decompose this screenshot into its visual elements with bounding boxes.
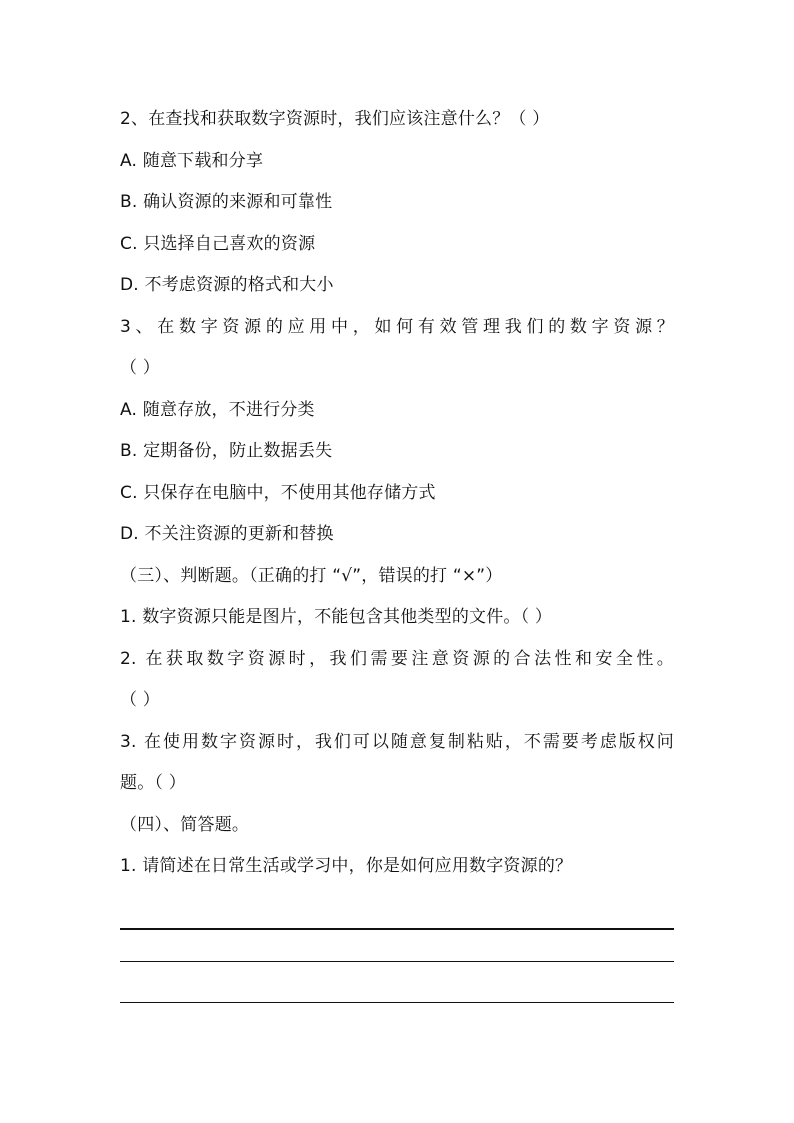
judgment-item-1: 1. 数字资源只能是图片，不能包含其他类型的文件。（ ） xyxy=(120,607,553,627)
question-2-stem: 2、在查找和获取数字资源时，我们应该注意什么？（ ） xyxy=(120,109,550,129)
question-3-answer-blank: （ ） xyxy=(120,358,161,378)
judgment-item-2-blank: （ ） xyxy=(120,690,161,710)
question-2-option-b: B. 确认资源的来源和可靠性 xyxy=(120,192,333,212)
section-4-heading: （四）、简答题。 xyxy=(120,815,250,835)
question-3-option-c: C. 只保存在电脑中，不使用其他存储方式 xyxy=(120,483,436,503)
judgment-item-3: 3. 在使用数字资源时，我们可以随意复制粘贴，不需要考虑版权问 xyxy=(120,732,674,752)
question-3-option-b: B. 定期备份，防止数据丢失 xyxy=(120,441,333,461)
judgment-item-3-cont: 题。（ ） xyxy=(120,773,186,793)
answer-line-3 xyxy=(120,1002,674,1003)
short-answer-question-1: 1. 请简述在日常生活或学习中，你是如何应用数字资源的？ xyxy=(120,856,573,876)
judgment-item-2: 2. 在获取数字资源时，我们需要注意资源的合法性和安全性。 xyxy=(120,649,674,669)
question-2-option-d: D. 不考虑资源的格式和大小 xyxy=(120,275,334,295)
question-3-option-a: A. 随意存放，不进行分类 xyxy=(120,400,315,420)
question-2-option-a: A. 随意下载和分享 xyxy=(120,151,264,171)
answer-line-2 xyxy=(120,961,674,962)
question-3-stem: 3、在数字资源的应用中，如何有效管理我们的数字资源？ xyxy=(120,317,674,337)
answer-line-1 xyxy=(120,928,674,930)
section-3-heading: （三）、判断题。（正确的打 “√”，错误的打 “×”） xyxy=(120,566,503,586)
question-2-option-c: C. 只选择自己喜欢的资源 xyxy=(120,234,316,254)
question-3-option-d: D. 不关注资源的更新和替换 xyxy=(120,524,334,544)
